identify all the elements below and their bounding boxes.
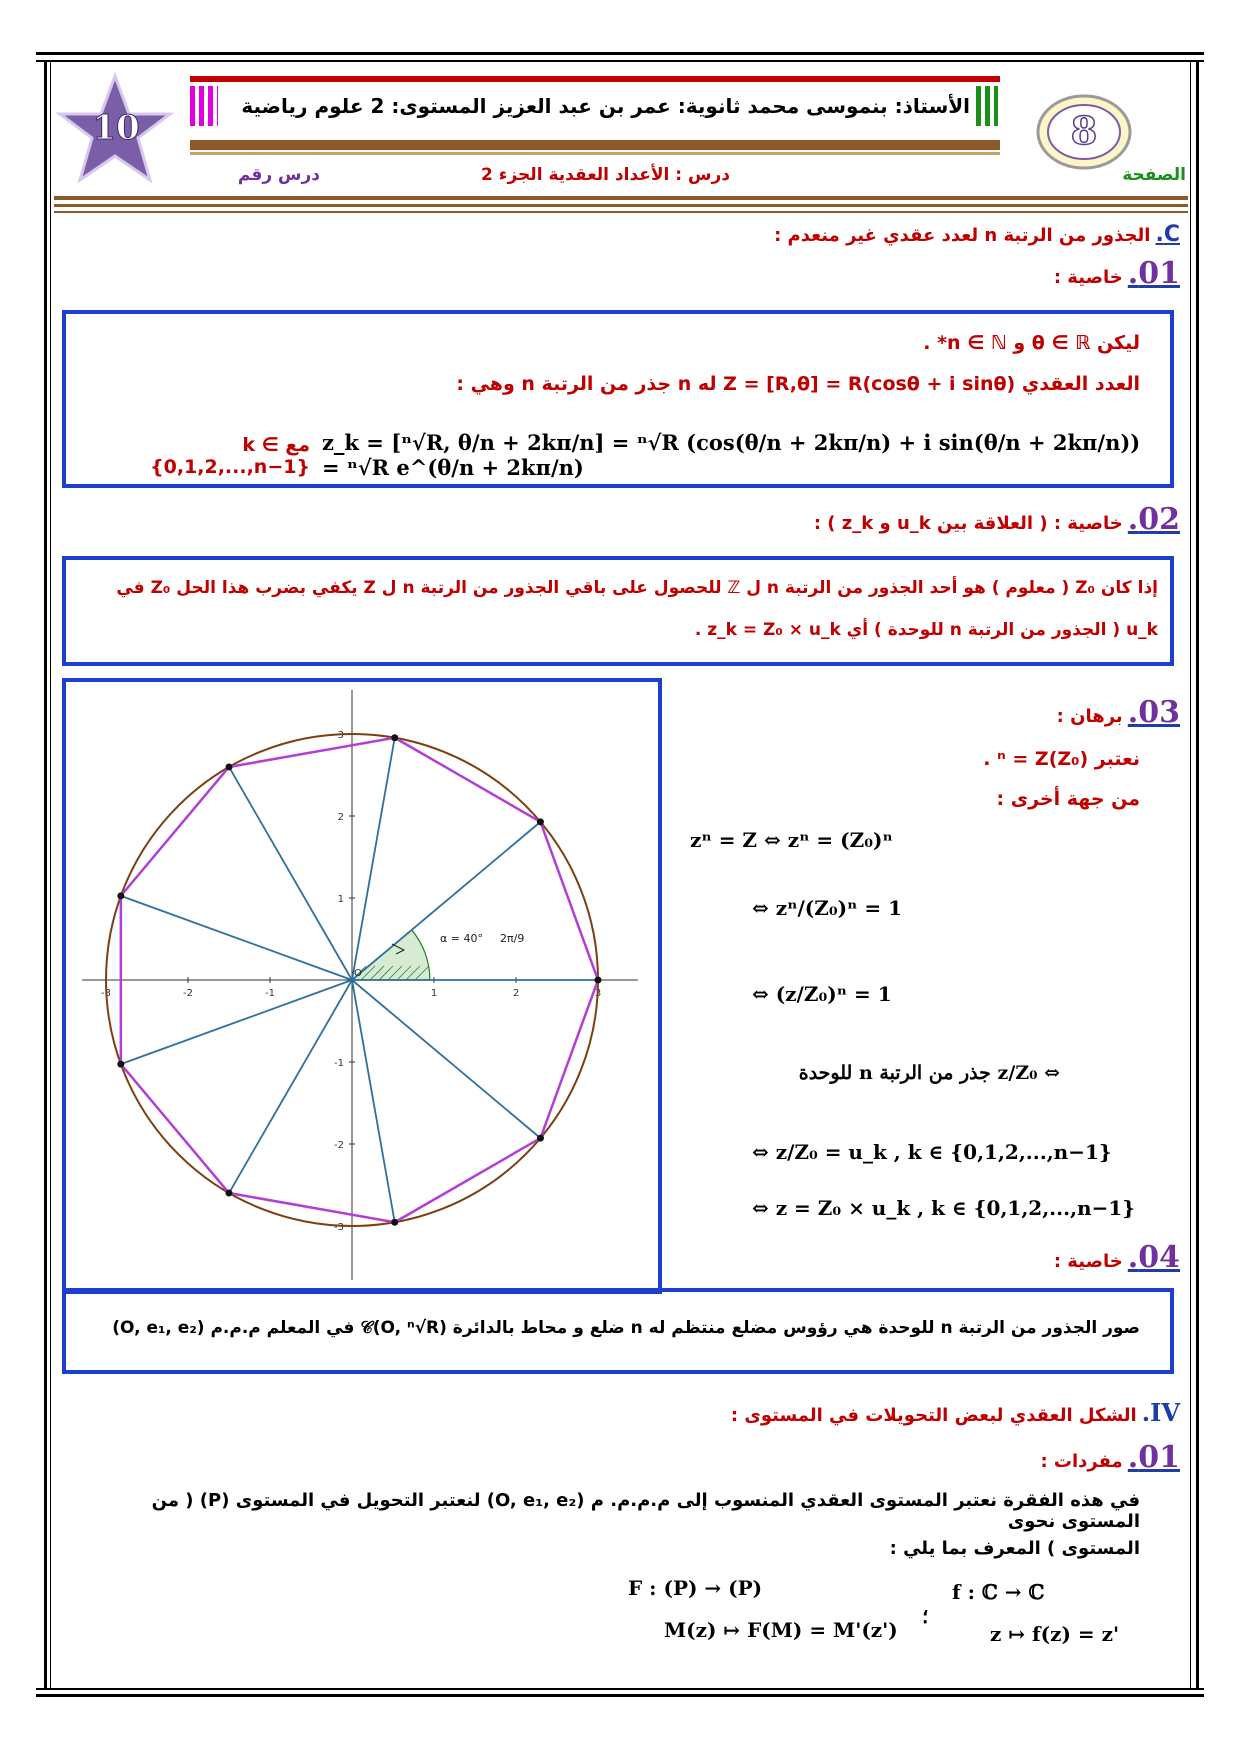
- p01-heading: [800, 256, 1180, 291]
- roots-chart: [66, 682, 658, 1290]
- p03-line2: من جهة أخرى :: [996, 788, 1140, 810]
- root-vertex: [537, 818, 544, 825]
- teacher-line: الأستاذ: بنموسى محمد ثانوية: عمر بن عبد العزيز المستوى: 2 علوم رياضية: [241, 94, 970, 118]
- magenta-stripes: [190, 86, 218, 126]
- proof-step-5: ⇔ z/Z₀ = u_k , k ∈ {0,1,2,...,n−1}: [752, 1140, 1112, 1164]
- section-iv-title: الشكل العقدي لبعض التحويلات في المستوى :: [730, 1405, 1137, 1426]
- lesson-title: درس : الأعداد العقدية الجزء 2: [481, 165, 730, 185]
- section-c-marker: C.: [1155, 222, 1180, 247]
- y-tick-label: 2: [337, 812, 344, 823]
- f-map-line2: z ↦ f(z) = z': [990, 1622, 1120, 1646]
- box1-line1: ليكن θ ∈ ℝ و n ∈ ℕ* .: [923, 332, 1140, 354]
- iv01-heading: [800, 1440, 1180, 1475]
- section-iv-marker: IV.: [1141, 1398, 1180, 1427]
- x-tick-label: 3: [594, 988, 602, 999]
- proof-step-4: ⇔ z/Z₀ جذر من الرتبة n للوحدة: [798, 1062, 1060, 1084]
- header-rule-3: [54, 211, 1188, 213]
- lesson-number-label: درس رقم: [237, 165, 320, 185]
- p02-num: 02.: [1127, 502, 1180, 537]
- root-vertex: [226, 1190, 233, 1197]
- p01-num: 01.: [1127, 256, 1180, 291]
- root-formula: z_k = [ⁿ√R, θ/n + 2kπ/n] = ⁿ√R (cos(θ/n + 2kπ/n) + i sin(θ/n + 2kπ/n)) = ⁿ√R e^(θ/n + 2kπ/n): [322, 430, 1141, 480]
- header-bar-gold: [190, 152, 1000, 155]
- root-ray: [121, 980, 352, 1064]
- x-tick-label: -3: [101, 988, 111, 999]
- p04-heading: [900, 1240, 1180, 1275]
- p03-heading: [900, 695, 1180, 730]
- property-box-2: [62, 556, 1174, 666]
- root-ray: [229, 980, 352, 1193]
- box1-line3-suffix: مع k ∈ {0,1,2,...,n−1}: [150, 434, 310, 478]
- F-map-line2: M(z) ↦ F(M) = M'(z'): [664, 1618, 898, 1642]
- alpha-label: α = 40°: [440, 932, 483, 945]
- header-bar-red: [190, 76, 1000, 82]
- f-map-line1: f : ℂ → ℂ: [952, 1580, 1045, 1604]
- root-vertex: [391, 1219, 398, 1226]
- p04-title: خاصية :: [1053, 1251, 1123, 1272]
- p03-title: برهان :: [1056, 706, 1123, 727]
- iv01-title: مفردات :: [1040, 1451, 1123, 1472]
- origin-label: O: [354, 968, 362, 979]
- root-vertex: [595, 977, 602, 984]
- p03-num: 03.: [1127, 695, 1180, 730]
- p03-line1: نعتبر (Z₀)ⁿ = Z .: [983, 748, 1140, 770]
- header-bar-brown: [190, 140, 1000, 150]
- root-vertex: [117, 892, 124, 899]
- x-tick-label: -2: [183, 988, 193, 999]
- y-tick-label: -2: [334, 1140, 344, 1151]
- root-vertex: [117, 1061, 124, 1068]
- page-number: 8: [1070, 108, 1098, 153]
- root-vertex: [226, 763, 233, 770]
- root-ray: [121, 896, 352, 980]
- iv01-num: 01.: [1127, 1440, 1180, 1475]
- p02-heading: [600, 502, 1180, 537]
- box3-text: صور الجذور من الرتبة n للوحدة هي رؤوس مضلع منتظم له n ضلع و محاط بالدائرة 𝒞(O, ⁿ√R) في المعلم م.م.م (O, e₁, e₂): [112, 1318, 1140, 1338]
- iv01-line2: المستوى ) المعرف بما يلي :: [889, 1538, 1140, 1559]
- box2-line2: u_k ( الجذور من الرتبة n للوحدة ) أي z_k = Z₀ × u_k .: [694, 620, 1158, 640]
- lesson-number: 10: [92, 108, 140, 148]
- angle-label: 2π/9: [500, 932, 525, 945]
- root-ray: [352, 738, 395, 980]
- root-ray: [352, 980, 540, 1138]
- proof-step-3: ⇔ (z/Z₀)ⁿ = 1: [752, 982, 892, 1006]
- section-c-heading: [600, 222, 1180, 247]
- p01-title: خاصية :: [1053, 267, 1123, 288]
- box2-line1: إذا كان Z₀ ( معلوم ) هو أحد الجذور من الرتبة n ل ℤ للحصول على باقي الجذور من الرتبة n ل Z يكفي بضرب هذا الحل Z₀ في: [116, 578, 1158, 598]
- proof-step-2: ⇔ zⁿ/(Z₀)ⁿ = 1: [752, 896, 903, 920]
- root-vertex: [391, 734, 398, 741]
- map-separator: ؛: [922, 1604, 929, 1628]
- root-vertex: [537, 1135, 544, 1142]
- x-tick-label: 1: [430, 988, 438, 999]
- p02-title: خاصية : ( العلاقة بين u_k و z_k ) :: [813, 513, 1123, 534]
- page-label: الصفحة: [1122, 165, 1186, 185]
- header-rule-2: [54, 204, 1188, 207]
- proof-step-1: zⁿ = Z ⇔ zⁿ = (Z₀)ⁿ: [690, 828, 893, 852]
- x-tick-label: -1: [265, 988, 275, 999]
- y-tick-label: 1: [337, 894, 344, 905]
- x-tick-label: 2: [512, 988, 520, 999]
- y-tick-label: 3: [337, 730, 344, 741]
- proof-step-6: ⇔ z = Z₀ × u_k , k ∈ {0,1,2,...,n−1}: [752, 1196, 1136, 1220]
- header-rule-1: [54, 196, 1188, 200]
- iv01-line1: في هذه الفقرة نعتبر المستوى العقدي المنسوب إلى م.م.م. م (O, e₁, e₂) لنعتبر التحويل في المستوى (P) ( من المستوى نحوى: [151, 1490, 1140, 1532]
- y-tick-label: -3: [334, 1222, 344, 1233]
- angle-sector: [352, 930, 430, 980]
- section-iv-heading: [600, 1398, 1180, 1427]
- box1-line2: العدد العقدي Z = [R,θ] = R(cosθ + i sinθ) له n جذر من الرتبة n وهي :: [456, 373, 1140, 395]
- p04-num: 04.: [1127, 1240, 1180, 1275]
- section-c-title: الجذور من الرتبة n لعدد عقدي غير منعدم :: [774, 225, 1151, 246]
- green-stripes: [976, 86, 998, 126]
- y-tick-label: -1: [334, 1058, 344, 1069]
- root-ray: [352, 822, 540, 980]
- root-ray: [352, 980, 395, 1222]
- F-map-line1: F : (P) → (P): [628, 1576, 763, 1600]
- root-ray: [229, 767, 352, 980]
